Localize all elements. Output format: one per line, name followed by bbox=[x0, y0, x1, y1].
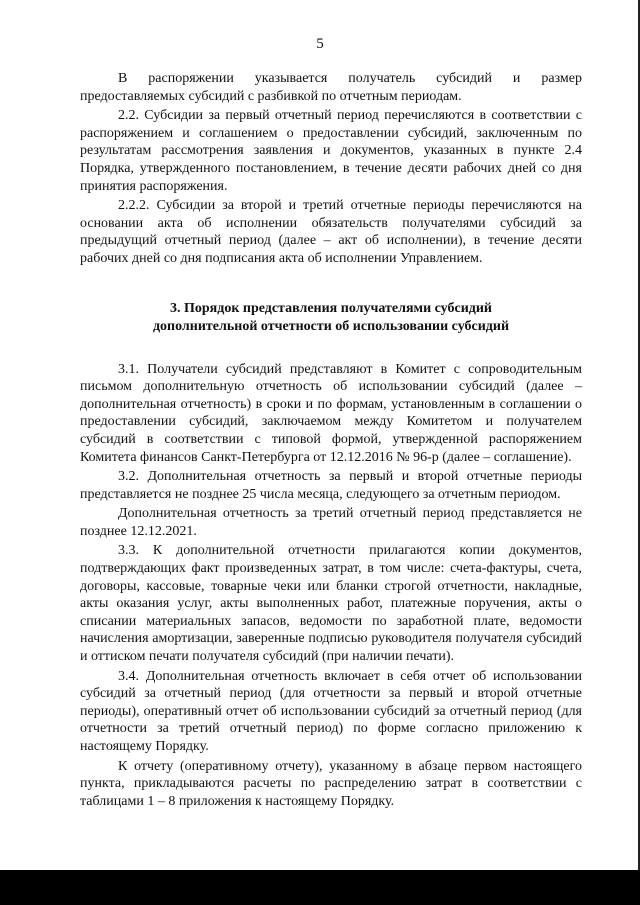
paragraph-3-3: 3.3. К дополнительной отчетности прилагаются копии документов, подтверждающих факт произведенных затрат, в том числе: счета-фактуры, счета, договоры, кассовые, товарные чеки или бланки строгой отчетности, накладные, акты оказания услуг, акты выполненных работ, платежные поручения, акты о списании материальных запасов, ведомости по заработной плате, ведомости начисления амортизации, заверенные подписью руководителя получателя субсидий и оттиском печати получателя субсидий (при наличии печати). bbox=[80, 543, 582, 665]
paragraph-3-4: 3.4. Дополнительная отчетность включает в себя отчет об использовании субсидий за отчетный период (для отчетности за первый и второй отчетные периоды), оперативный отчет об использовании субсидий за отчетный период (для отчетности за третий отчетный период) по форме согласно приложению к настоящему Порядку. bbox=[80, 668, 582, 754]
section-3-heading-line2: дополнительной отчетности об использовании субсидий bbox=[152, 318, 510, 334]
paragraph-3-1: 3.1. Получатели субсидий представляют в Комитет с сопроводительным письмом дополнительную отчетность об использовании субсидий (далее – дополнительная отчетность) в сроки и по формам, установленным в соглашении о предоставлении субсидий, заключаемом между Комитетом и получателем субсидий в соответствии с типовой формой, утвержденной распоряжением Комитета финансов Санкт-Петербурга от 12.12.2016 № 96-р (далее – соглашение). bbox=[80, 361, 582, 465]
paragraph-2-2: 2.2. Субсидии за первый отчетный период перечисляются в соответствии с распоряжением и соглашением о предоставлении субсидий, заключенным по результатам рассмотрения заявления и документов, указанных в пункте 2.4 Порядка, утвержденного постановлением, в течение десяти рабочих дней со дня принятия распоряжения. bbox=[80, 108, 582, 194]
document-body bbox=[80, 70, 582, 812]
paragraph-3-4-attachments: К отчету (оперативному отчету), указанному в абзаце первом настоящего пункта, прикладываются расчеты по распределению затрат в соответствии с таблицами 1 – 8 приложения к настоящему Порядку. bbox=[80, 758, 582, 809]
section-3-heading bbox=[80, 300, 582, 336]
paragraph-order-recipient: В распоряжении указывается получатель субсидий и размер предоставляемых субсидий с разбивкой по отчетным периодам. bbox=[80, 71, 582, 104]
section-3-heading-line1: 3. Порядок представления получателями субсидий bbox=[169, 300, 492, 316]
paragraph-3-2: 3.2. Дополнительная отчетность за первый и второй отчетные периоды представляется не позднее 25 числа месяца, следующего за отчетным периодом. bbox=[80, 469, 582, 502]
paragraph-2-2-2: 2.2.2. Субсидии за второй и третий отчетные периоды перечисляются на основании акта об исполнении обязательств получателями субсидий за предыдущий отчетный период (далее – акт об исполнении), в течение десяти рабочих дней со дня подписания акта об исполнении Управлением. bbox=[80, 198, 582, 266]
paragraph-3-2-third-period: Дополнительная отчетность за третий отчетный период представляется не позднее 12.12.2021. bbox=[80, 506, 582, 539]
page-number: 5 bbox=[316, 36, 324, 52]
scan-bottom-border bbox=[0, 870, 640, 905]
